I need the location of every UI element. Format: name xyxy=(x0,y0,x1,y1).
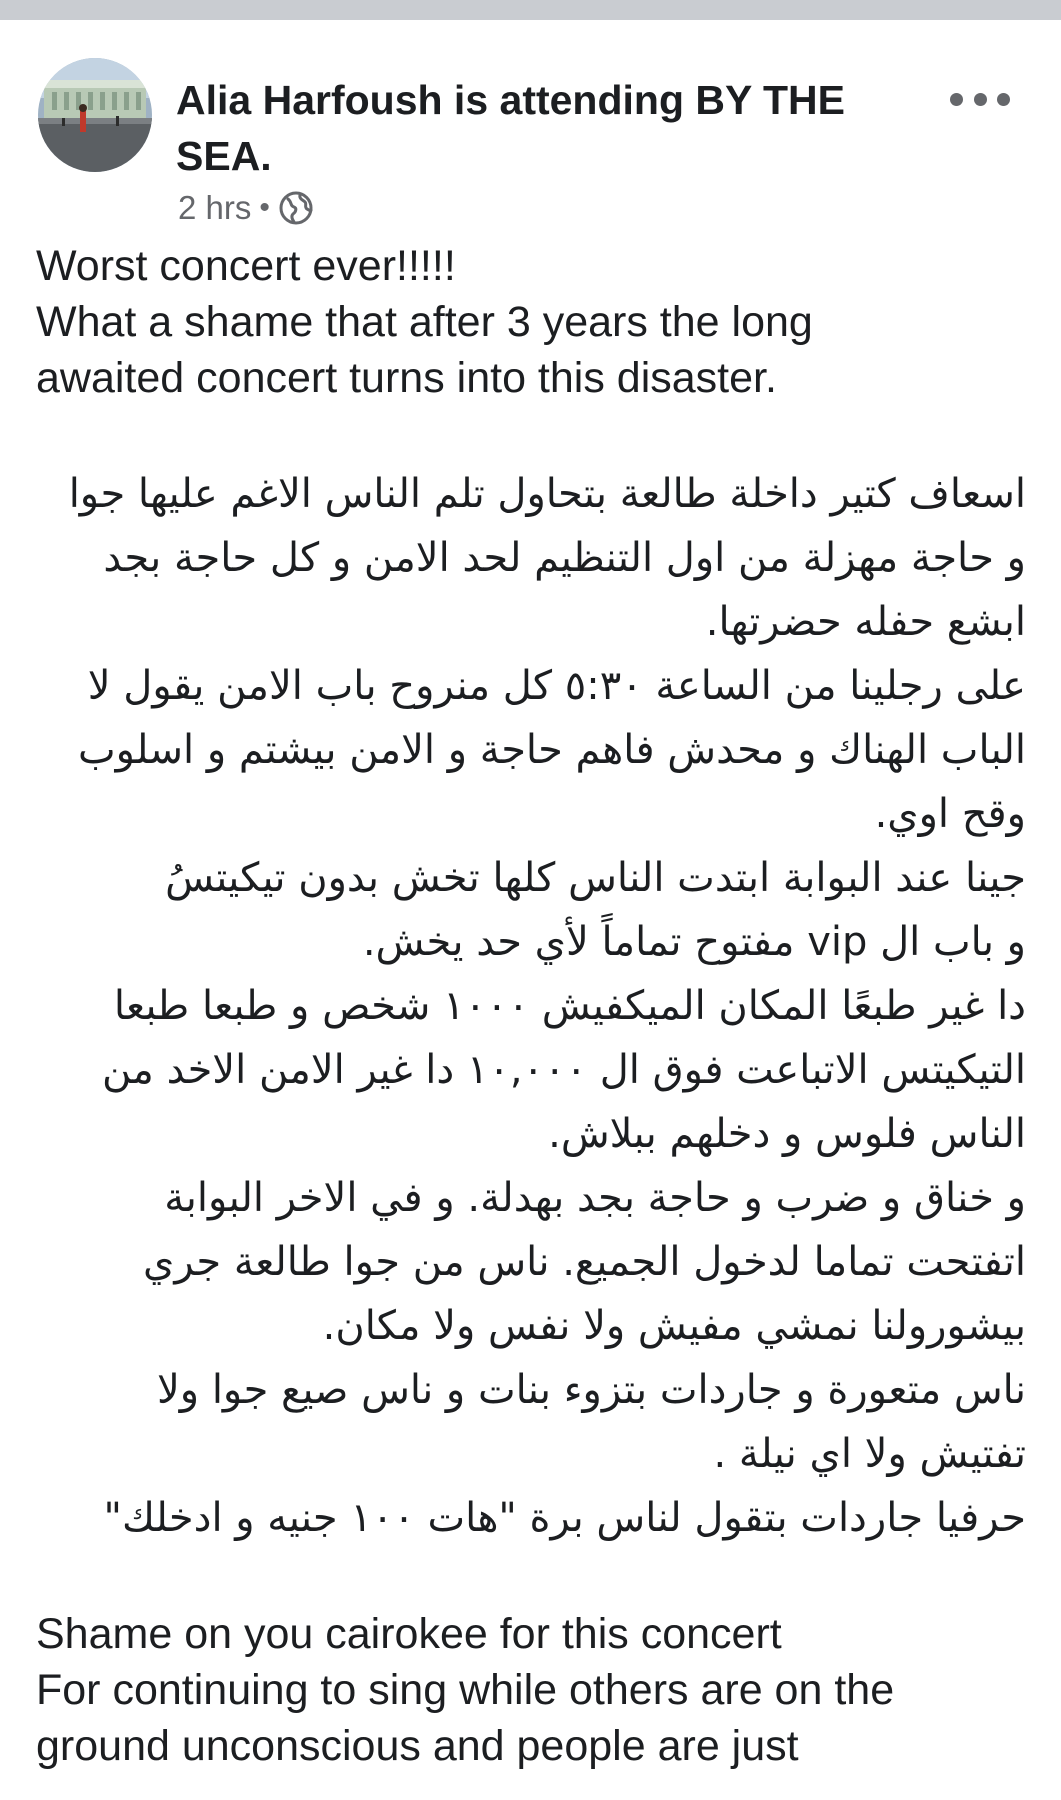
more-options-button[interactable] xyxy=(950,84,1010,114)
post-line-arabic: بيشورولنا نمشي مفيش ولا نفس ولا مكان. xyxy=(322,1303,1026,1349)
globe-icon[interactable] xyxy=(278,190,314,226)
post-line: awaited concert turns into this disaster. xyxy=(36,354,777,402)
post-line-arabic: و حاجة مهزلة من اول التنظيم لحد الامن و كل حاجة بجد xyxy=(103,535,1026,581)
post-line: Shame on you cairokee for this concert xyxy=(36,1610,782,1658)
post-line-arabic: دا غير طبعًا المكان الميكفيش ١٠٠٠ شخص و طبعا طبعا xyxy=(113,983,1026,1029)
post-line-arabic: و خناق و ضرب و حاجة بجد بهدلة. و في الاخر البوابة xyxy=(164,1175,1026,1221)
post-line-arabic: جينا عند البوابة ابتدت الناس كلها تخش بدون تيكيتسُ xyxy=(165,855,1026,901)
post-line: What a shame that after 3 years the long xyxy=(36,298,813,346)
post-line-arabic: تفتيش ولا اي نيلة . xyxy=(713,1431,1026,1477)
post-meta xyxy=(178,186,314,230)
post-line-arabic: الناس فلوس و دخلهم ببلاش. xyxy=(548,1111,1026,1157)
post-card xyxy=(0,20,1061,1800)
arabic-paragraph xyxy=(36,462,1026,1550)
post-line-arabic: الباب الهناك و محدش فاهم حاجة و الامن بيشتم و اسلوب xyxy=(77,727,1026,773)
post-line-arabic: اتفتحت تماما لدخول الجميع. ناس من جوا طالعة جري xyxy=(143,1239,1026,1285)
post-line: ground unconscious and people are just xyxy=(36,1722,799,1770)
post-line-arabic: على رجلينا من الساعة ٥:٣٠ كل منروح باب الامن يقول لا xyxy=(87,663,1026,709)
post-line: Worst concert ever!!!!! xyxy=(36,242,456,290)
post-line-arabic: حرفيا جاردات بتقول لناس برة "هات ١٠٠ جنيه و ادخلك" xyxy=(103,1495,1026,1541)
post-line-arabic: التيكيتس الاتباعت فوق ال ١٠,٠٠٠ دا غير الامن الاخد من xyxy=(101,1047,1026,1093)
post-line-arabic: اسعاف كتير داخلة طالعة بتحاول تلم الناس الاغم عليها جوا xyxy=(68,471,1026,517)
feed-divider xyxy=(0,0,1061,20)
avatar[interactable] xyxy=(38,58,152,172)
more-horizontal-icon xyxy=(950,93,963,106)
post-timestamp[interactable]: 2 hrs xyxy=(178,189,252,226)
post-line-arabic: ابشع حفله حضرتها. xyxy=(705,599,1026,645)
post-header-text[interactable]: Alia Harfoush is attending BY THE SEA. xyxy=(176,77,845,179)
post-text xyxy=(36,238,1026,1774)
avatar-photo xyxy=(38,58,152,172)
meta-separator: • xyxy=(259,191,270,224)
post-line-arabic: ناس متعورة و جاردات بتزوء بنات و ناس صيع جوا ولا xyxy=(156,1367,1026,1413)
post-line-arabic: و باب ال vip مفتوح تماماً لأي حد يخش. xyxy=(362,919,1026,965)
post-line-arabic: وقح اوي. xyxy=(874,791,1026,837)
post-line: For continuing to sing while others are on the xyxy=(36,1666,895,1714)
